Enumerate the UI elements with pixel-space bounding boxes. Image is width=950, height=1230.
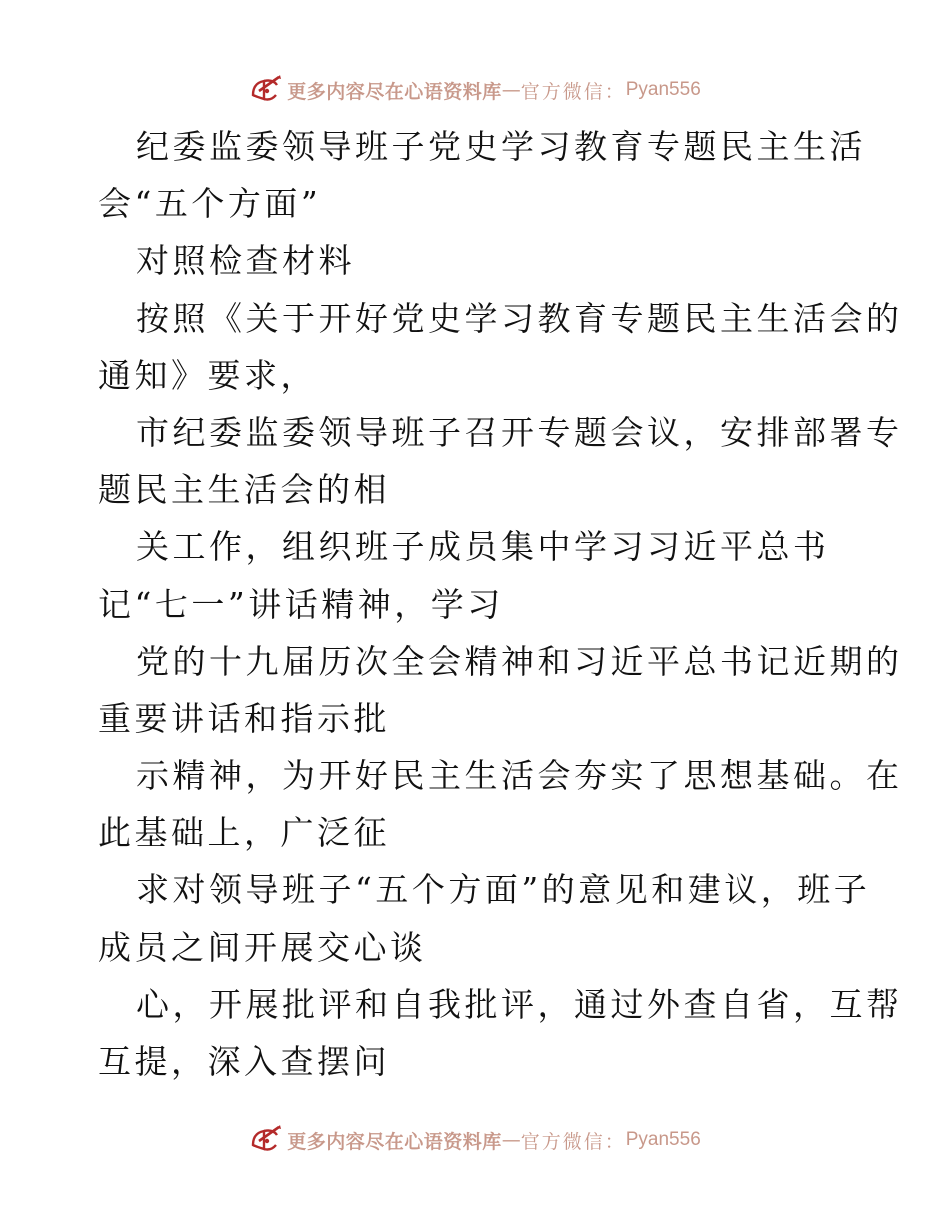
banner-main-text: 更多内容尽在心语资料库: [287, 1130, 502, 1153]
document-body: [98, 118, 903, 1090]
banner-wechat-label: 官方微信：: [520, 80, 626, 103]
doc-subtitle: 对照检查材料: [136, 241, 355, 281]
doc-paragraph-line: 心，开展批评和自我批评，通过外查自省，互帮: [136, 984, 903, 1024]
book-quill-logo-icon: [249, 1123, 283, 1157]
doc-title-line-2: 会“五个方面”: [98, 184, 322, 224]
banner-dash: —: [501, 79, 521, 101]
banner-dash: —: [501, 1129, 521, 1151]
book-quill-logo-icon: [249, 73, 283, 107]
footer-banner: [0, 1120, 950, 1160]
banner-wechat-id: Pyan556: [625, 1129, 701, 1150]
doc-title-line-1: 纪委监委领导班子党史学习教育专题民主生活: [136, 127, 866, 166]
doc-paragraph-line: 求对领导班子“五个方面”的意见和建议，班子: [136, 870, 871, 910]
banner-main-text: 更多内容尽在心语资料库: [287, 80, 502, 103]
doc-paragraph-line: 重要讲话和指示批: [98, 698, 390, 738]
doc-paragraph-line: 关工作，组织班子成员集中学习习近平总书: [136, 527, 830, 567]
doc-paragraph-line: 市纪委监委领导班子召开专题会议，安排部署专: [136, 412, 903, 452]
doc-paragraph-line: 记“七一”讲话精神，学习: [98, 584, 504, 624]
doc-paragraph-line: 党的十九届历次全会精神和习近平总书记近期的: [136, 641, 903, 681]
doc-paragraph-line: 互提，深入查摆问: [98, 1042, 390, 1081]
doc-paragraph-line: 此基础上，广泛征: [98, 813, 390, 853]
doc-paragraph-line: 题民主生活会的相: [98, 470, 390, 510]
banner-wechat-label: 官方微信：: [520, 1130, 626, 1153]
doc-paragraph-line: 通知》要求，: [98, 355, 317, 395]
banner-wechat-id: Pyan556: [625, 79, 701, 100]
doc-paragraph-line: 成员之间开展交心谈: [98, 927, 427, 967]
header-banner: [0, 70, 950, 110]
doc-paragraph-line: 示精神，为开好民主生活会夯实了思想基础。在: [136, 756, 903, 796]
doc-paragraph-line: 按照《关于开好党史学习教育专题民主生活会的: [136, 298, 903, 338]
